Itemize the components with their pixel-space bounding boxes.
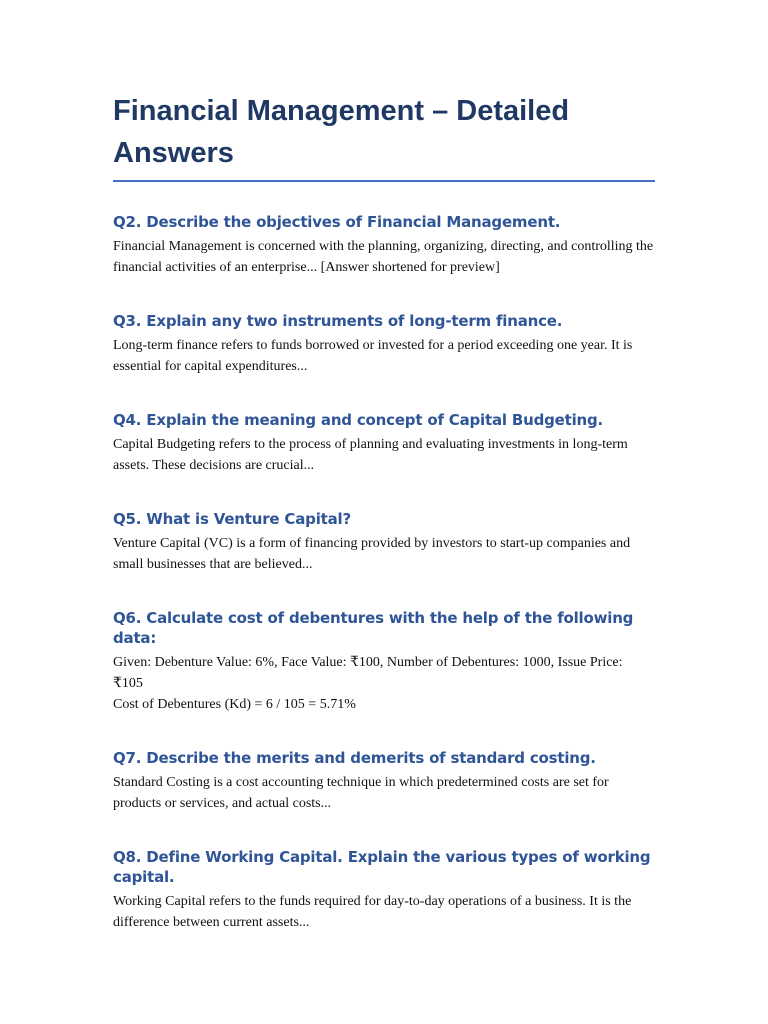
- document-title: Financial Management – Detailed Answers: [113, 90, 655, 182]
- question-heading: Q3. Explain any two instruments of long-term finance.: [113, 312, 563, 330]
- question-block-q5: [113, 509, 655, 575]
- answer-text: Standard Costing is a cost accounting technique in which predetermined costs are set for products or services, and actual costs...: [113, 775, 609, 811]
- answer-text: Capital Budgeting refers to the process of planning and evaluating investments in long-term assets. These decisions are crucial...: [113, 437, 628, 473]
- question-block-q7: [113, 748, 655, 814]
- question-block-q4: [113, 410, 655, 476]
- question-block-q8: [113, 847, 655, 933]
- question-heading: Q2. Describe the objectives of Financial Management.: [113, 213, 561, 231]
- question-heading: Q4. Explain the meaning and concept of Capital Budgeting.: [113, 411, 604, 429]
- question-heading: Q7. Describe the merits and demerits of standard costing.: [113, 749, 596, 767]
- question-heading: Q8. Define Working Capital. Explain the various types of working capital.: [113, 848, 651, 886]
- question-block-q6: [113, 608, 655, 715]
- answer-text: Working Capital refers to the funds required for day-to-day operations of a business. It is the difference between current assets...: [113, 894, 632, 930]
- question-heading: Q5. What is Venture Capital?: [113, 510, 351, 528]
- answer-text: Long-term finance refers to funds borrowed or invested for a period exceeding one year. It is essential for capital expenditures...: [113, 338, 633, 374]
- document-page: [113, 90, 655, 933]
- answer-text: Given: Debenture Value: 6%, Face Value: ₹100, Number of Debentures: 1000, Issue Price: ₹105 Cost of Debentures (Kd) = 6 / 105 = 5.71%: [113, 655, 623, 712]
- question-block-q3: [113, 311, 655, 377]
- answer-text: Financial Management is concerned with the planning, organizing, directing, and controlling the financial activities of an enterprise... [Answer shortened for preview]: [113, 239, 654, 275]
- question-heading: Q6. Calculate cost of debentures with the help of the following data:: [113, 609, 634, 647]
- answer-text: Venture Capital (VC) is a form of financing provided by investors to start-up companies and small businesses that are believed...: [113, 536, 631, 572]
- question-block-q2: [113, 212, 655, 278]
